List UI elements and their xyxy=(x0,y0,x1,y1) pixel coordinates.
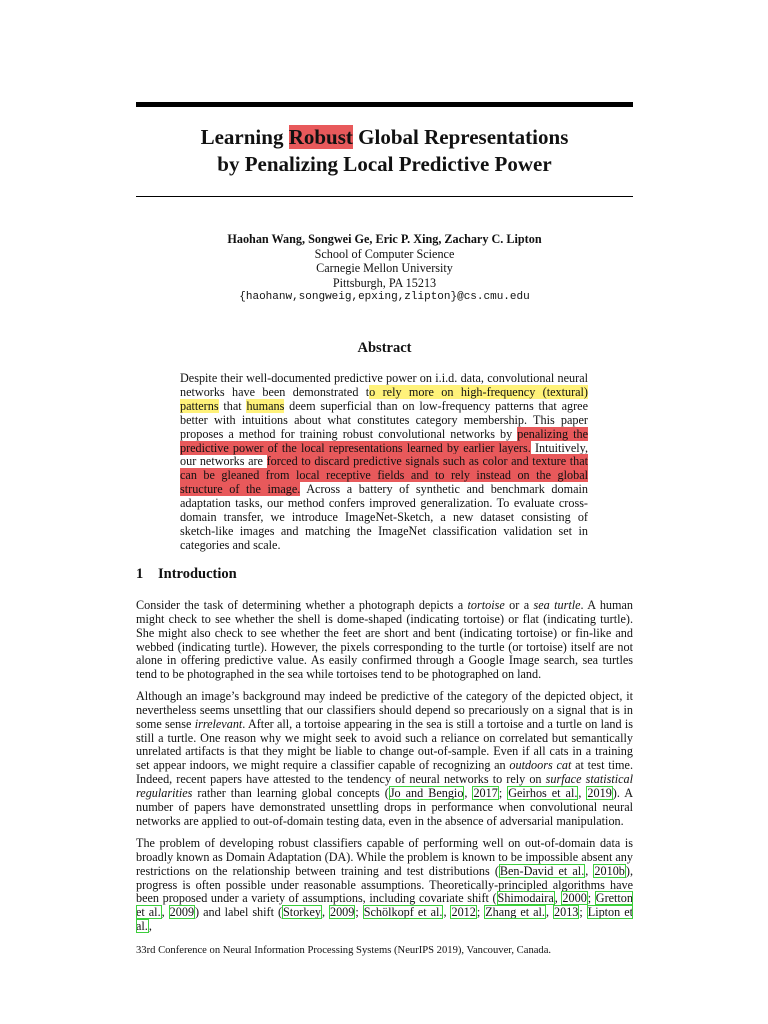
title-top-rule xyxy=(136,102,633,107)
citation-link[interactable]: Geirhos et al. xyxy=(508,785,578,800)
citation-link[interactable]: Zhang et al. xyxy=(485,905,545,920)
italic-text: surface statistical regularities xyxy=(136,772,633,800)
text-span: ) and label shift ( xyxy=(195,905,283,920)
text-span: ; xyxy=(498,785,508,800)
citation-link[interactable]: Ben-David et al. xyxy=(499,863,585,878)
author-block xyxy=(136,232,633,305)
text-span: Consider the task of determining whether a photograph depicts a xyxy=(136,598,468,612)
text-span: rather than learning global concepts ( xyxy=(192,785,389,800)
text-span: , xyxy=(578,785,587,800)
abstract-span: Despite their well-documented predictive power on i.i.d. data, convolutional neural networks have been demonstrated t xyxy=(180,371,588,399)
section-heading xyxy=(136,566,237,583)
text-span: . After all, a tortoise appearing in the sea is still a tortoise and a turtle on land is still a turtle. One reason why we might seek to avoid such a reliance on correlated but semantically unrelated artifacts is that they might be liable to change out-of-sample. Even if all cats in a training set appear indoors, we might require a classifier capable of recognizing an xyxy=(136,716,633,773)
citation-link[interactable]: Lipton et al. xyxy=(136,905,634,934)
text-span: ). A number of papers have demonstrated unsettling drops in performance when convolutional neural networks are applied to out-of-domain testing data, even in the absence of adversarial manipulation. xyxy=(136,785,634,828)
title-bottom-rule xyxy=(136,196,633,197)
title-text: Learning xyxy=(200,125,289,149)
text-span: or a xyxy=(504,598,534,612)
intro-paragraph-2 xyxy=(136,690,633,828)
citation-link[interactable]: 2009 xyxy=(169,905,195,920)
text-span: , xyxy=(545,905,553,920)
text-span: The problem of developing robust classifiers capable of performing well on out-of-domain data is broadly known as Domain Adaptation (DA). While the problem is known to be impossible absent any restrictions on the relationship between training and test distributions ( xyxy=(136,836,633,878)
abstract-span: Intuitively, our networks are xyxy=(180,440,589,469)
italic-text: irrelevant xyxy=(194,716,243,731)
text-span: , xyxy=(161,905,169,920)
text-span: , xyxy=(321,905,329,920)
citation-link[interactable]: 2017 xyxy=(473,785,498,800)
text-span: , xyxy=(443,905,451,920)
title-highlight-robust: Robust xyxy=(288,125,353,149)
citation-link[interactable]: Gretton et al. xyxy=(136,891,633,920)
abstract-text xyxy=(180,372,588,553)
text-span: at test time. Indeed, recent papers have attested to the tendency of neural networks to rely on xyxy=(136,758,633,787)
section-number: 1 xyxy=(136,566,144,582)
author-school: School of Computer Science xyxy=(314,246,455,261)
text-span: , xyxy=(148,919,152,934)
text-span: Although an image’s background may indeed be predictive of the category of the depicted object, it nevertheless seems unsettling that our classifiers should depend so precariously on a signal that is in some sense xyxy=(136,689,633,731)
text-span: ; xyxy=(579,905,587,920)
citation-link[interactable]: Storkey xyxy=(283,905,321,920)
citation-link[interactable]: 2009 xyxy=(329,905,355,920)
italic-text: tortoise xyxy=(467,598,505,612)
text-span: . A human might check to see whether the shell is dome-shaped (indicating tortoise) or flat (indicating turtle). She might also check to see whether the feet are short and bent (indicating tortoise) or fin-like and webbed (indicating turtle). However, the pixels corresponding to the turtle (or tortoise) itself are not alone in offering predictive value. As easily confirmed through a Google Image search, sea turtles tend to be photographed in the sea while tortoises tend to be photographed on land. xyxy=(136,598,633,682)
intro-paragraph-3 xyxy=(136,837,633,934)
title-text: Global Representations xyxy=(352,125,569,149)
text-span: ; xyxy=(476,905,485,920)
author-names: Haohan Wang, Songwei Ge, Eric P. Xing, Zachary C. Lipton xyxy=(227,232,542,246)
conference-footnote: 33rd Conference on Neural Information Processing Systems (NeurIPS 2019), Vancouver, Canada. xyxy=(136,945,552,956)
abstract-span: Across a battery of synthetic and benchmark domain adaptation tasks, our method confers improved generalization. To evaluate cross-domain transfer, we introduce ImageNet-Sketch, a new dataset consisting of sketch-like images and matching the ImageNet classification validation set in categories and scale. xyxy=(180,482,588,552)
text-span: , xyxy=(585,863,594,878)
abstract-highlight-red: penalizing the predictive power of the local representations learned by earlier layers. xyxy=(180,426,588,455)
title-line-2: by Penalizing Local Predictive Power xyxy=(217,152,552,176)
citation-link[interactable]: Shimodaira xyxy=(497,891,554,906)
intro-paragraph-1 xyxy=(136,599,633,682)
citation-link[interactable]: 2019 xyxy=(587,785,612,800)
citation-link[interactable]: 2013 xyxy=(554,905,579,920)
citation-link[interactable]: Schölkopf et al. xyxy=(363,905,443,920)
abstract-span: deem superficial than on low-frequency patterns that agree better with intuitions about what constitutes category membership. This paper proposes a method for training robust convolutional networks by xyxy=(180,398,588,441)
citation-link[interactable]: 2000 xyxy=(562,891,587,906)
title-line-1 xyxy=(136,124,633,151)
abstract-span: that xyxy=(218,398,247,413)
text-span: , xyxy=(464,785,473,800)
italic-text: sea turtle xyxy=(533,598,581,612)
section-title: Introduction xyxy=(158,566,237,582)
abstract-highlight-yellow: humans xyxy=(246,398,285,413)
author-university: Carnegie Mellon University xyxy=(316,261,453,276)
abstract-highlight-yellow: o rely more on high-frequency (textural) patterns xyxy=(180,384,588,413)
citation-link[interactable]: Jo and Bengio xyxy=(389,785,464,800)
abstract-heading: Abstract xyxy=(357,340,412,356)
citation-link[interactable]: 2012 xyxy=(451,905,476,920)
paper-title xyxy=(136,124,633,178)
abstract-highlight-red: forced to discard predictive signals such as color and texture that can be gleaned from local receptive fields and to rely instead on the global structure of the image. xyxy=(180,454,589,497)
text-span: ; xyxy=(587,891,595,906)
citation-link[interactable]: 2010b xyxy=(594,863,625,878)
text-span: ), progress is often possible under reasonable assumptions. Theoretically-principled algorithms have been proposed under a variety of assumptions, including covariate shift ( xyxy=(136,863,633,906)
italic-text: outdoors cat xyxy=(509,758,572,773)
text-span: ; xyxy=(355,905,363,920)
author-email: {haohanw,songweig,epxing,zlipton}@cs.cmu.edu xyxy=(239,291,530,304)
text-span: , xyxy=(554,891,562,906)
author-city: Pittsburgh, PA 15213 xyxy=(332,275,437,290)
